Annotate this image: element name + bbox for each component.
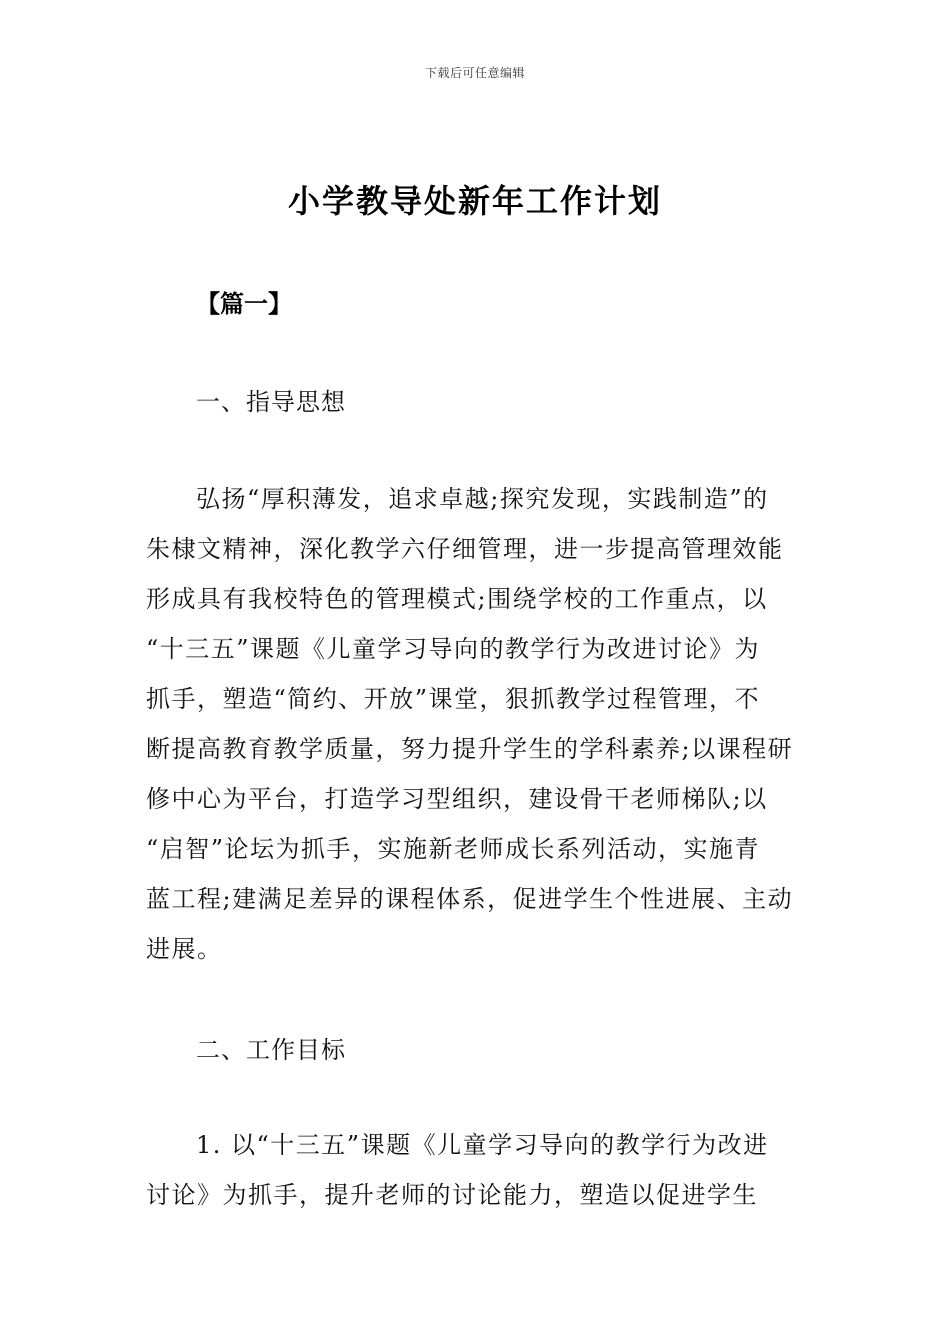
header-note: 下载后可任意编辑 [424, 66, 525, 80]
section-heading-work-goals: 二、工作目标 [196, 1036, 346, 1064]
paragraph-work-goals [146, 1120, 810, 1220]
paragraph-line: 形成具有我校特色的管理模式;围绕学校的工作重点，以 [146, 585, 768, 613]
paragraph-line: 弘扬“厚积薄发，追求卓越;探究发现，实践制造”的 [196, 485, 769, 513]
paragraph-line: “启智”论坛为抓手，实施新老师成长系列活动，实施青 [146, 835, 761, 863]
section-tag: 【篇一】 [196, 290, 292, 318]
document-title: 小学教导处新年工作计划 [287, 182, 662, 220]
paragraph-line: 1. 以“十三五”课题《儿童学习导向的教学行为改进 [196, 1131, 769, 1159]
paragraph-line: 修中心为平台，打造学习型组织，建设骨干老师梯队;以 [146, 785, 768, 813]
paragraph-line: 朱棣文精神，深化教学六仔细管理，进一步提高管理效能 [146, 535, 784, 563]
paragraph-line: 断提高教育教学质量，努力提升学生的学科素养;以课程研 [146, 735, 794, 763]
paragraph-guiding-thought [146, 474, 810, 974]
paragraph-line: 蓝工程;建满足差异的课程体系，促进学生个性进展、主动 [146, 885, 794, 913]
paragraph-line: “十三五”课题《儿童学习导向的教学行为改进讨论》为 [146, 635, 761, 663]
paragraph-line: 抓手，塑造“简约、开放”课堂，狠抓教学过程管理，不 [146, 685, 761, 713]
paragraph-line: 进展。 [146, 935, 223, 963]
section-heading-guiding-thought: 一、指导思想 [196, 388, 346, 416]
paragraph-line: 讨论》为抓手，提升老师的讨论能力，塑造以促进学生 [146, 1181, 758, 1209]
